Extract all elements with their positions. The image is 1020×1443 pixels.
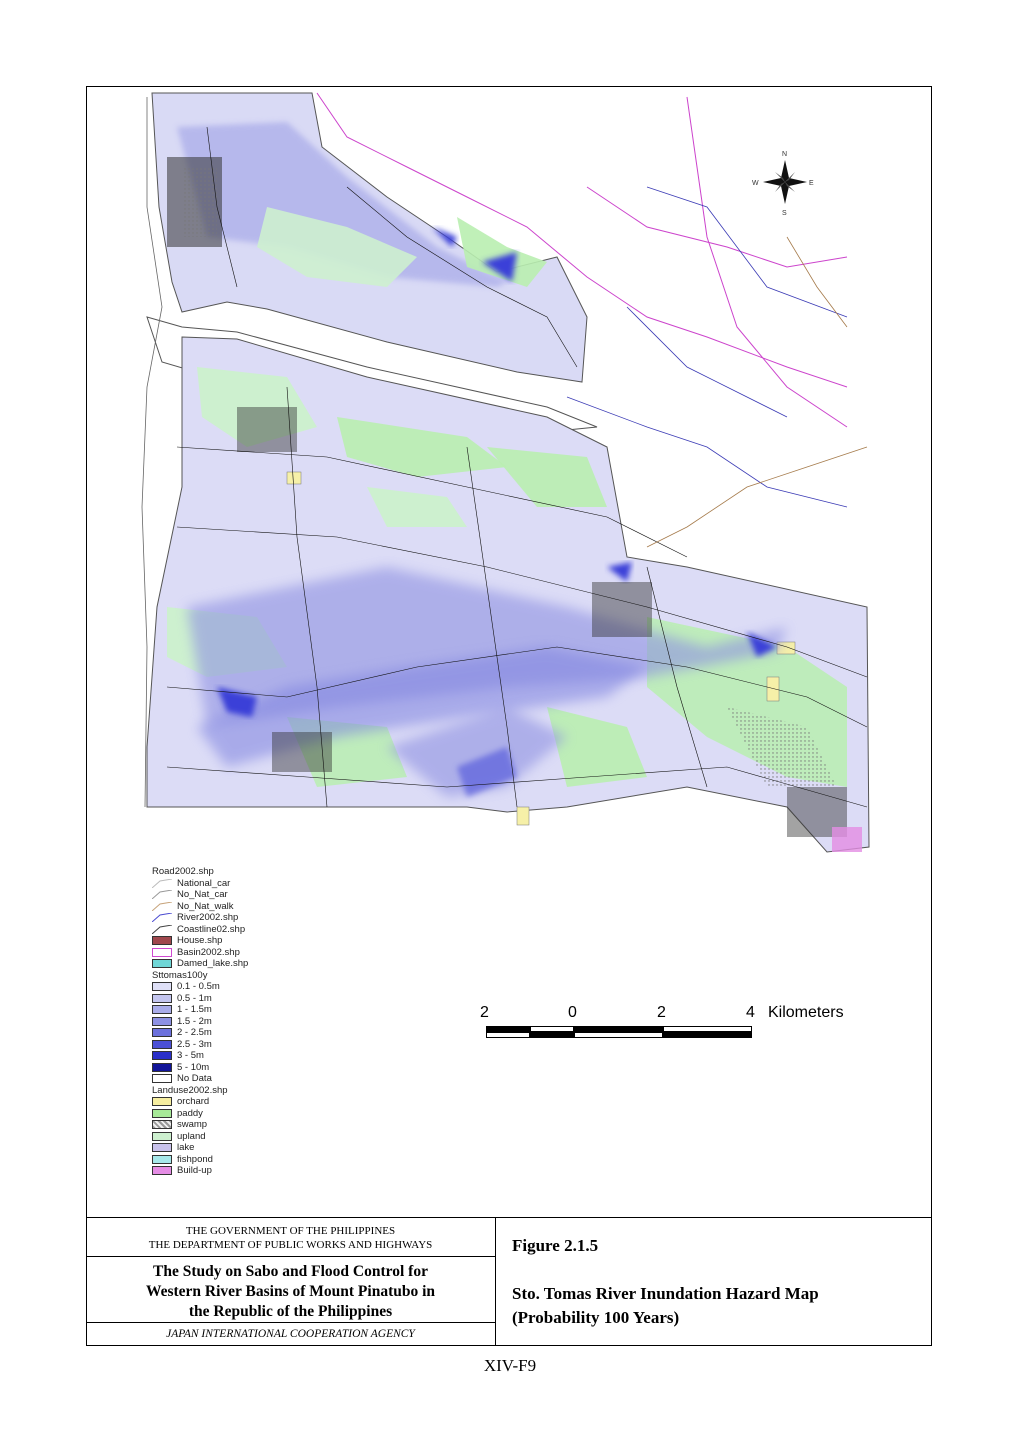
- road-national-line-icon: [152, 879, 172, 888]
- title-block-left: [86, 1218, 496, 1346]
- legend-item: [152, 1154, 292, 1166]
- legend-item: [152, 1050, 292, 1062]
- scale-segment: [574, 1032, 663, 1038]
- page-number: XIV-F9: [483, 1356, 537, 1375]
- study-title-line: The Study on Sabo and Flood Control for: [153, 1263, 428, 1280]
- legend-item: [152, 1096, 292, 1108]
- legend-item: [152, 1108, 292, 1120]
- river-line-icon: [152, 913, 172, 922]
- legend-label: swamp: [177, 1119, 208, 1130]
- figure-number: Figure 2.1.5: [512, 1236, 599, 1255]
- scale-tick-label: 0: [568, 1004, 577, 1021]
- walk-road-line-icon: [152, 902, 172, 911]
- compass-s-label: S: [782, 210, 787, 217]
- orchard-swatch: [152, 1097, 172, 1106]
- legend-label: 2.5 - 3m: [177, 1038, 212, 1050]
- depth-swatch: [152, 1005, 172, 1014]
- legend-item: [152, 1131, 292, 1143]
- paddy-swatch: [152, 1109, 172, 1118]
- legend-label: Coastline02.shp: [177, 923, 246, 935]
- legend-item: [152, 924, 292, 936]
- government-header: [86, 1224, 495, 1252]
- legend-item: [152, 878, 292, 890]
- legend-label: 1 - 1.5m: [177, 1004, 212, 1015]
- legend-label: No Data: [177, 1073, 212, 1084]
- depth-swatch: [152, 982, 172, 991]
- legend-item: [152, 993, 292, 1005]
- legend-item: [152, 935, 292, 947]
- legend-item: [152, 947, 292, 959]
- coastline-line-icon: [152, 925, 172, 934]
- department-line: THE DEPARTMENT OF PUBLIC WORKS AND HIGHWAYS: [148, 1239, 433, 1251]
- legend-label: paddy: [177, 1107, 203, 1119]
- scale-unit: Kilometers: [768, 1004, 844, 1021]
- depth-swatch: [152, 1051, 172, 1060]
- figure-title-line: (Probability 100 Years): [512, 1308, 680, 1327]
- map-legend: [152, 866, 292, 1177]
- scale-tick-label: 4: [746, 1004, 755, 1021]
- legend-label: River2002.shp: [177, 912, 239, 923]
- legend-label: Build-up: [177, 1165, 212, 1176]
- legend-group-title: Sttomas100y: [152, 969, 208, 981]
- legend-label: 0.1 - 0.5m: [177, 981, 220, 992]
- south-body: [147, 337, 869, 852]
- build-up-swatch: [152, 1166, 172, 1175]
- legend-group-title: Landuse2002.shp: [152, 1084, 228, 1096]
- legend-item: [152, 1039, 292, 1051]
- swamp-swatch: [152, 1120, 172, 1129]
- compass-n-label: N: [782, 151, 788, 158]
- legend-label: No_Nat_walk: [177, 900, 234, 912]
- divider: [86, 1322, 495, 1323]
- legend-label: 0.5 - 1m: [177, 992, 212, 1004]
- legend-item: [152, 981, 292, 993]
- legend-item: [152, 1142, 292, 1154]
- legend-label: orchard: [177, 1096, 210, 1107]
- compass-e-label: E: [809, 180, 814, 187]
- divider: [86, 1256, 495, 1257]
- title-block-right: [512, 1218, 932, 1346]
- legend-item: [152, 1062, 292, 1074]
- legend-label: upland: [177, 1130, 206, 1142]
- scale-tick-label: 2: [480, 1004, 489, 1021]
- compass-rose: [752, 151, 814, 217]
- compass-w-label: W: [752, 180, 759, 187]
- legend-item: [152, 958, 292, 970]
- basin-swatch: [152, 948, 172, 957]
- legend-label: fishpond: [177, 1153, 213, 1165]
- legend-item: [152, 901, 292, 913]
- legend-label: 5 - 10m: [177, 1061, 210, 1073]
- road-line-icon: [152, 890, 172, 899]
- legend-label: 2 - 2.5m: [177, 1027, 212, 1038]
- agency-name: JAPAN INTERNATIONAL COOPERATION AGENCY: [166, 1328, 415, 1340]
- scale-tick-label: 2: [657, 1004, 666, 1021]
- house-swatch: [152, 936, 172, 945]
- depth-swatch: [152, 1040, 172, 1049]
- scale-segment: [530, 1032, 574, 1038]
- legend-label: No_Nat_car: [177, 889, 228, 900]
- no-data-swatch: [152, 1074, 172, 1083]
- scale-bar: [478, 1004, 858, 1046]
- legend-item: [152, 912, 292, 924]
- legend-label: 3 - 5m: [177, 1050, 204, 1061]
- depth-swatch: [152, 994, 172, 1003]
- lake-swatch: [152, 1143, 172, 1152]
- legend-item: [152, 1073, 292, 1085]
- scale-segment: [486, 1032, 530, 1038]
- scale-segment: [663, 1032, 752, 1038]
- legend-item: [152, 1016, 292, 1028]
- legend-group-title: Road2002.shp: [152, 866, 214, 877]
- title-block: [86, 1217, 932, 1347]
- legend-label: National_car: [177, 877, 231, 889]
- study-title-line: the Republic of the Philippines: [188, 1303, 393, 1320]
- study-title: [86, 1262, 495, 1322]
- legend-item: [152, 1119, 292, 1131]
- damed-lake-swatch: [152, 959, 172, 968]
- depth-swatch: [152, 1017, 172, 1026]
- legend-item: [152, 889, 292, 901]
- legend-item: [152, 1004, 292, 1016]
- legend-label: 1.5 - 2m: [177, 1015, 212, 1027]
- figure-title-line: Sto. Tomas River Inundation Hazard Map: [512, 1284, 819, 1303]
- government-line: THE GOVERNMENT OF THE PHILIPPINES: [185, 1225, 396, 1237]
- legend-item: [152, 1165, 292, 1177]
- fishpond-swatch: [152, 1155, 172, 1164]
- legend-label: Basin2002.shp: [177, 946, 240, 958]
- figure-title: [512, 1282, 819, 1330]
- depth-swatch: [152, 1063, 172, 1072]
- legend-item: [152, 1027, 292, 1039]
- legend-label: lake: [177, 1142, 195, 1153]
- upland-swatch: [152, 1132, 172, 1141]
- legend-label: Damed_lake.shp: [177, 958, 249, 969]
- legend-label: House.shp: [177, 935, 223, 946]
- study-title-line: Western River Basins of Mount Pinatubo in: [145, 1283, 436, 1300]
- depth-swatch: [152, 1028, 172, 1037]
